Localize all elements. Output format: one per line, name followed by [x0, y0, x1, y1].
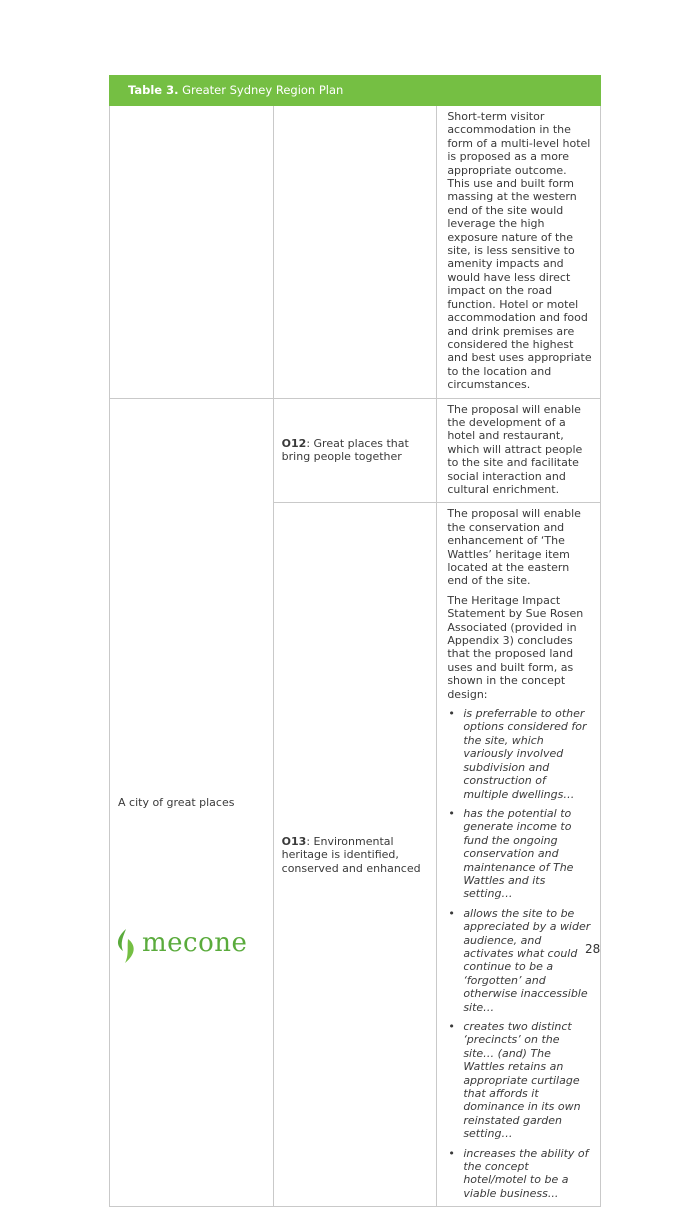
bullet-icon: •: [448, 906, 455, 920]
table-row: [110, 106, 601, 399]
list-item: [447, 807, 592, 901]
table-number: Table 3.: [128, 82, 179, 97]
logo-wordmark: mecone: [142, 928, 248, 958]
objective-cell-empty: [273, 106, 437, 399]
bullet-icon: •: [448, 806, 455, 820]
table-row: [110, 398, 601, 503]
response-text: Short-term visitor accommodation in the form of a multi-level hotel is proposed as a more appropriate outcome. This use and built form massing at the western end of the site would leverage the high exposure nature of the site, is less sensitive to amenity impacts and would have less direct impact on the road function. Hotel or motel accommodation and food and drink premises are considered the highest and best uses appropriate to the location and circumstances.: [447, 110, 592, 392]
leaf-icon: [112, 928, 140, 964]
list-item-text: has the potential to generate income to fund the ongoing conservation and maintenance of The Wattles and its setting…: [463, 806, 574, 901]
response-cell-o13: [437, 503, 601, 1207]
quote-list: [447, 707, 592, 1200]
bullet-icon: •: [448, 1146, 455, 1160]
objective-code: O12: [281, 437, 307, 451]
mecone-logo: [112, 926, 252, 966]
response-cell: [437, 106, 601, 399]
region-plan-table: [109, 75, 601, 1207]
list-item: [447, 907, 592, 1014]
objective-label: : Great places that bring people together: [281, 437, 409, 464]
objective-cell-o13: [273, 503, 437, 1207]
objective-label: : Environmental heritage is identified, conserved and enhanced: [281, 834, 421, 875]
bullet-icon: •: [448, 1020, 455, 1033]
table-header-row: [110, 76, 601, 106]
list-item-text: increases the ability of the concept hotel/motel to be a viable business...: [463, 1146, 589, 1200]
list-item-text: is preferrable to other options considered for the site, which variously involved subdivision and construction of multiple dwellings…: [463, 707, 587, 801]
response-text: The proposal will enable the development of a hotel and restaurant, which will attract people to the site and facilitate social interaction and cultural enrichment.: [447, 402, 583, 496]
table-title-text: Greater Sydney Region Plan: [182, 82, 344, 97]
direction-cell-empty: [110, 106, 274, 399]
list-item-text: creates two distinct ‘precincts’ on the site… (and) The Wattles retains an appropriate curtilage that affords it dominance in its own reinstated garden setting…: [463, 1020, 581, 1141]
response-paragraph: The proposal will enable the conservation and enhancement of ‘The Wattles’ heritage item located at the eastern end of the site.: [447, 507, 581, 588]
list-item: [447, 1020, 592, 1141]
objective-cell-o12: [273, 398, 437, 503]
page-number: 28: [585, 942, 601, 956]
response-paragraph: The Heritage Impact Statement by Sue Rosen Associated (provided in Appendix 3) concludes that the proposed land uses and built form, as shown in the concept design:: [447, 593, 584, 701]
objective-code: O13: [281, 834, 307, 848]
bullet-icon: •: [448, 707, 455, 721]
direction-cell: [110, 398, 274, 1207]
list-item-text: allows the site to be appreciated by a wider audience, and activates what could continue to be a ‘forgotten’ and otherwise inaccessible site…: [463, 906, 591, 1014]
response-cell-o12: [437, 398, 601, 503]
table-title: [110, 76, 601, 106]
direction-text: A city of great places: [118, 795, 235, 809]
list-item: [447, 1147, 592, 1201]
list-item: [447, 707, 592, 801]
